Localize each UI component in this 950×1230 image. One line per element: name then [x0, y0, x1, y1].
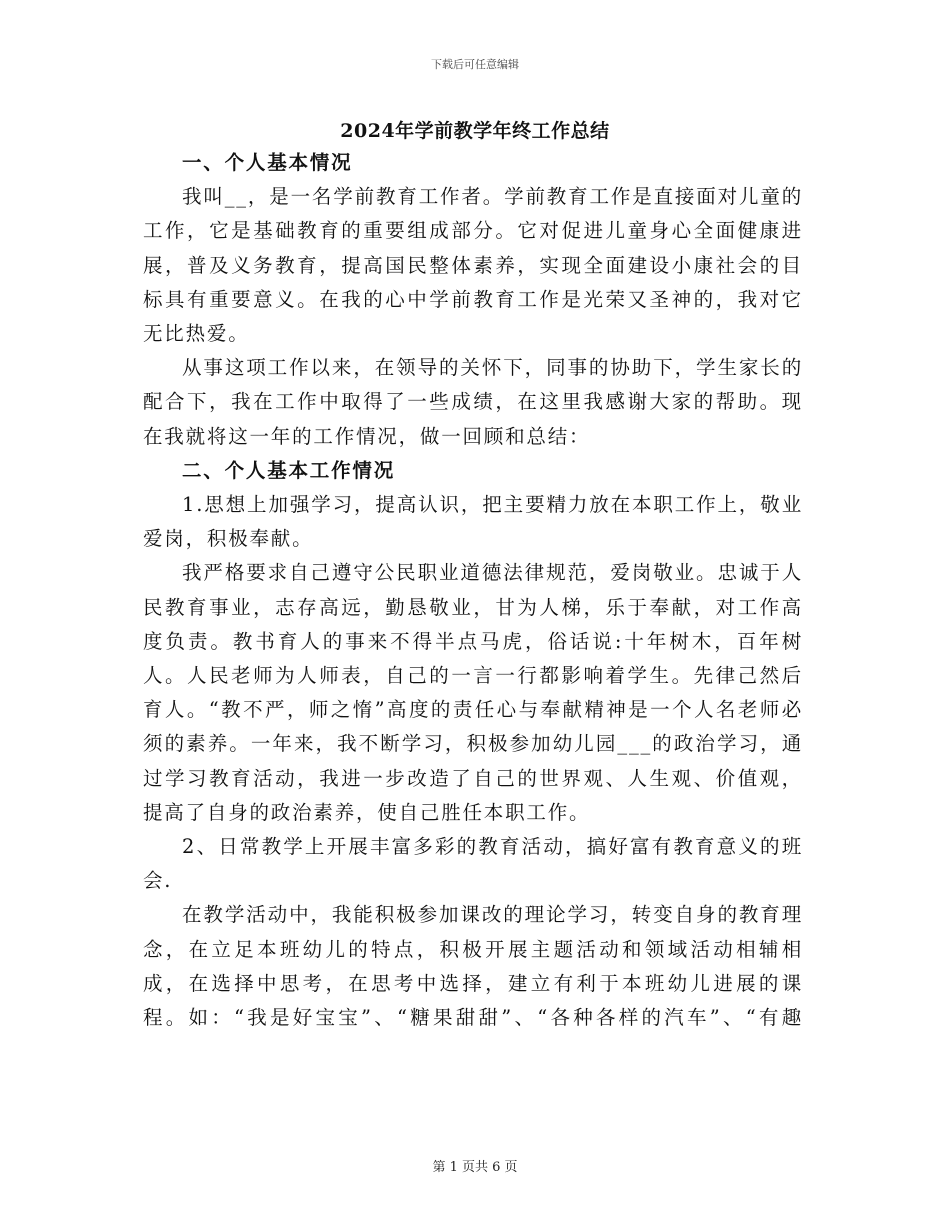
paragraph-item-1: 1.思想上加强学习，提高认识，把主要精力放在本职工作上，敬业爱岗，积极奉献。	[143, 493, 803, 551]
paragraph-thanks: 从事这项工作以来，在领导的关怀下，同事的协助下，学生家长的配合下，我在工作中取得了一些成绩，在这里我感谢大家的帮助。现在我就将这一年的工作情况，做一回顾和总结：	[143, 356, 803, 448]
paragraph-item-2: 2、日常教学上开展丰富多彩的教育活动，搞好富有教育意义的班会.	[143, 835, 803, 893]
section-heading-1: 一、个人基本情况	[182, 151, 353, 174]
header-note: 下载后可任意编辑	[431, 58, 519, 71]
paragraph-intro: 我叫__，是一名学前教育工作者。学前教育工作是直接面对儿童的工作，它是基础教育的重要组成部分。它对促进儿童身心全面健康进展，普及义务教育，提高国民整体素养，实现全面建设小康社会的目标具有重要意义。在我的心中学前教育工作是光荣又圣神的，我对它无比热爱。	[143, 185, 804, 346]
page-footer: 第 1 页共 6 页	[432, 1160, 518, 1175]
document-title: 2024年学前教学年终工作总结	[340, 120, 610, 142]
section-heading-2: 二、个人基本工作情况	[182, 458, 396, 482]
document-body	[143, 146, 803, 1035]
paragraph-teaching: 在教学活动中，我能积极参加课改的理论学习，转变自身的教育理念，在立足本班幼儿的特点，积极开展主题活动和领域活动相辅相成，在选择中思考，在思考中选择，建立有利于本班幼儿进展的课程。如：“我是好宝宝”、“糖果甜甜”、“各种各样的汽车”、“有趣	[143, 903, 803, 1030]
paragraph-ethics: 我严格要求自己遵守公民职业道德法律规范，爱岗敬业。忠诚于人民教育事业，志存高远，勤恳敬业，甘为人梯，乐于奉献，对工作高度负责。教书育人的事来不得半点马虎，俗话说:十年树木，百年树人。人民老师为人师表，自己的一言一行都影响着学生。先律己然后育人。“教不严，师之惰”高度的责任心与奉献精神是一个人名老师必须的素养。一年来，我不断学习，积极参加幼儿园___的政治学习，通过学习教育活动，我进一步改造了自己的世界观、人生观、价值观，提高了自身的政治素养，使自己胜任本职工作。	[143, 561, 803, 824]
